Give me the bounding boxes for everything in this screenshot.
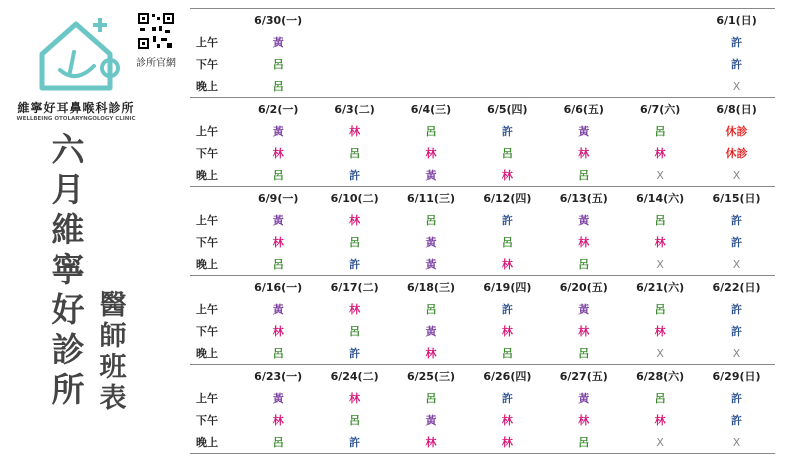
week-block	[190, 275, 775, 364]
shift-row	[190, 298, 775, 320]
doctor-cell: 林	[654, 236, 666, 249]
doctor-cell: 許	[501, 303, 513, 316]
doctor-cell: 林	[578, 236, 590, 249]
date-cell: 6/15(日)	[712, 192, 761, 205]
doctor-cell: X	[732, 168, 741, 182]
shift-row	[190, 75, 775, 97]
doctor-cell: 林	[501, 414, 513, 427]
doctor-cell: 黃	[272, 392, 284, 405]
doctor-cell: 許	[731, 325, 743, 338]
doctor-cell: X	[732, 346, 741, 360]
title-char: 表	[99, 383, 127, 414]
doctor-cell: 林	[654, 147, 666, 160]
shift-label: 晚上	[196, 80, 218, 93]
doctor-cell: 林	[425, 347, 437, 360]
week-block	[190, 186, 775, 275]
doctor-cell: 黃	[578, 303, 590, 316]
doctor-cell: 林	[272, 236, 284, 249]
doctor-cell: 許	[731, 303, 743, 316]
doctor-cell: 林	[349, 303, 361, 316]
date-cell: 6/6(五)	[563, 103, 604, 116]
doctor-cell: 黃	[425, 236, 437, 249]
schedule-table	[190, 8, 775, 454]
doctor-cell: 林	[425, 436, 437, 449]
doctor-cell: 黃	[425, 169, 437, 182]
shift-row	[190, 209, 775, 231]
title-char: 醫	[99, 290, 127, 321]
doctor-cell: 黃	[578, 392, 590, 405]
doctor-cell: X	[656, 168, 664, 182]
shift-label: 晚上	[196, 436, 218, 449]
shift-row	[190, 164, 775, 186]
doctor-cell: 許	[501, 214, 513, 227]
doctor-cell: 許	[731, 414, 743, 427]
shift-label: 晚上	[196, 169, 218, 182]
shift-row	[190, 409, 775, 431]
doctor-cell: 呂	[501, 147, 513, 160]
date-cell: 6/21(六)	[636, 281, 685, 294]
shift-label: 下午	[196, 147, 218, 160]
doctor-cell: 林	[654, 325, 666, 338]
title-main	[48, 130, 88, 410]
shift-label: 上午	[196, 392, 218, 405]
doctor-cell: 黃	[272, 125, 284, 138]
title-char: 維	[51, 210, 85, 249]
date-cell: 6/19(四)	[483, 281, 532, 294]
date-cell: 6/18(三)	[406, 281, 455, 294]
doctor-cell: 呂	[578, 436, 590, 449]
date-cell: 6/16(一)	[254, 281, 303, 294]
date-cell: 6/17(二)	[330, 281, 379, 294]
doctor-cell: 呂	[272, 436, 284, 449]
shift-label: 上午	[196, 36, 218, 49]
doctor-cell: 許	[731, 36, 743, 49]
doctor-cell: 呂	[654, 392, 666, 405]
doctor-cell: 林	[654, 414, 666, 427]
shift-label: 晚上	[196, 347, 218, 360]
doctor-cell: 林	[578, 147, 590, 160]
date-cell: 6/29(日)	[712, 370, 761, 383]
title-char: 師	[99, 321, 127, 352]
date-cell: 6/9(一)	[258, 192, 299, 205]
shift-row	[190, 142, 775, 164]
date-cell: 6/2(一)	[258, 103, 299, 116]
clinic-name: 維寧好耳鼻喉科診所	[17, 101, 135, 115]
date-cell: 6/23(一)	[254, 370, 303, 383]
doctor-cell: 林	[272, 325, 284, 338]
shift-row	[190, 231, 775, 253]
doctor-cell: 呂	[654, 303, 666, 316]
date-cell: 6/5(四)	[487, 103, 528, 116]
week-block	[190, 364, 775, 454]
doctor-cell: 黃	[272, 36, 284, 49]
doctor-cell: 呂	[501, 236, 513, 249]
date-header-row	[190, 97, 775, 120]
shift-row	[190, 342, 775, 364]
doctor-cell: 呂	[272, 258, 284, 271]
date-header-row	[190, 8, 775, 31]
doctor-cell: 呂	[654, 214, 666, 227]
title-char: 診	[51, 330, 85, 369]
doctor-cell: 呂	[578, 169, 590, 182]
doctor-cell: 許	[731, 392, 743, 405]
date-cell: 6/11(三)	[406, 192, 455, 205]
doctor-cell: X	[732, 79, 741, 93]
doctor-cell: 林	[578, 325, 590, 338]
date-header-row	[190, 186, 775, 209]
doctor-cell: X	[732, 257, 741, 271]
doctor-cell: 黃	[425, 414, 437, 427]
date-cell: 6/26(四)	[483, 370, 532, 383]
doctor-cell: 林	[349, 392, 361, 405]
shift-row	[190, 253, 775, 275]
doctor-cell: 林	[501, 258, 513, 271]
title-char: 所	[51, 370, 85, 409]
shift-label: 晚上	[196, 258, 218, 271]
doctor-cell: 呂	[272, 169, 284, 182]
doctor-cell: 呂	[425, 303, 437, 316]
doctor-cell: 呂	[349, 325, 361, 338]
doctor-cell: 黃	[578, 125, 590, 138]
doctor-cell: 許	[731, 58, 743, 71]
doctor-cell: 呂	[425, 392, 437, 405]
doctor-cell: X	[656, 435, 664, 449]
doctor-cell: 林	[578, 414, 590, 427]
doctor-cell: 許	[731, 236, 743, 249]
doctor-cell: 呂	[654, 125, 666, 138]
date-cell: 6/12(四)	[483, 192, 532, 205]
doctor-cell: 黃	[578, 214, 590, 227]
doctor-cell: 許	[349, 436, 361, 449]
doctor-cell: 呂	[425, 214, 437, 227]
date-cell: 6/1(日)	[716, 14, 757, 27]
doctor-cell: 許	[731, 214, 743, 227]
date-cell: 6/10(二)	[330, 192, 379, 205]
week-block	[190, 8, 775, 97]
shift-label: 下午	[196, 236, 218, 249]
date-cell: 6/8(日)	[716, 103, 757, 116]
shift-label: 下午	[196, 414, 218, 427]
doctor-cell: 休診	[725, 125, 748, 138]
date-cell: 6/3(二)	[334, 103, 375, 116]
doctor-cell: 呂	[349, 236, 361, 249]
clinic-name-en: WELLBEING OTOLARYNGOLOGY CLINIC	[16, 116, 136, 122]
shift-row	[190, 387, 775, 409]
doctor-cell: 許	[501, 125, 513, 138]
clinic-logo	[36, 16, 120, 96]
shift-row	[190, 320, 775, 342]
doctor-cell: 呂	[578, 258, 590, 271]
shift-label: 上午	[196, 303, 218, 316]
doctor-cell: 呂	[272, 80, 284, 93]
title-sub	[96, 290, 130, 414]
date-cell: 6/25(三)	[406, 370, 455, 383]
doctor-cell: 呂	[425, 125, 437, 138]
date-cell: 6/20(五)	[559, 281, 608, 294]
qr-label: 診所官網	[136, 58, 176, 69]
week-block	[190, 97, 775, 186]
doctor-cell: 林	[501, 325, 513, 338]
doctor-cell: 黃	[425, 325, 437, 338]
date-cell: 6/7(六)	[639, 103, 681, 116]
doctor-cell: 呂	[501, 347, 513, 360]
doctor-cell: 呂	[349, 147, 361, 160]
date-cell: 6/28(六)	[636, 370, 685, 383]
qr-code-icon[interactable]	[137, 12, 175, 50]
shift-row	[190, 53, 775, 75]
doctor-cell: 許	[349, 258, 361, 271]
shift-label: 上午	[196, 214, 218, 227]
shift-label: 上午	[196, 125, 218, 138]
doctor-cell: 呂	[578, 347, 590, 360]
title-char: 月	[51, 170, 85, 209]
title-char: 班	[99, 352, 127, 383]
doctor-cell: X	[656, 346, 664, 360]
date-header-row	[190, 364, 775, 387]
shift-label: 下午	[196, 58, 218, 71]
doctor-cell: 呂	[272, 58, 284, 71]
title-char: 寧	[51, 250, 85, 289]
date-cell: 6/13(五)	[559, 192, 608, 205]
doctor-cell: 林	[501, 169, 513, 182]
title-char: 六	[51, 130, 85, 169]
doctor-cell: 林	[425, 147, 437, 160]
date-cell: 6/27(五)	[559, 370, 608, 383]
date-header-row	[190, 275, 775, 298]
date-cell: 6/22(日)	[712, 281, 761, 294]
doctor-cell: 林	[501, 436, 513, 449]
shift-label: 下午	[196, 325, 218, 338]
doctor-cell: 休診	[725, 147, 748, 160]
doctor-cell: 林	[272, 147, 284, 160]
doctor-cell: 呂	[272, 347, 284, 360]
doctor-cell: 黃	[425, 258, 437, 271]
shift-row	[190, 31, 775, 53]
doctor-cell: 黃	[272, 303, 284, 316]
doctor-cell: 許	[501, 392, 513, 405]
title-char: 好	[51, 290, 85, 329]
shift-row	[190, 120, 775, 142]
doctor-cell: 許	[349, 169, 361, 182]
date-cell: 6/4(三)	[410, 103, 452, 116]
doctor-cell: 林	[349, 214, 361, 227]
date-cell: 6/14(六)	[636, 192, 685, 205]
date-cell: 6/24(二)	[330, 370, 379, 383]
doctor-cell: 林	[272, 414, 284, 427]
doctor-cell: 黃	[272, 214, 284, 227]
doctor-cell: X	[656, 257, 664, 271]
date-cell: 6/30(一)	[254, 14, 303, 27]
doctor-cell: X	[732, 435, 741, 449]
doctor-cell: 林	[349, 125, 361, 138]
doctor-cell: 呂	[349, 414, 361, 427]
doctor-cell: 許	[349, 347, 361, 360]
